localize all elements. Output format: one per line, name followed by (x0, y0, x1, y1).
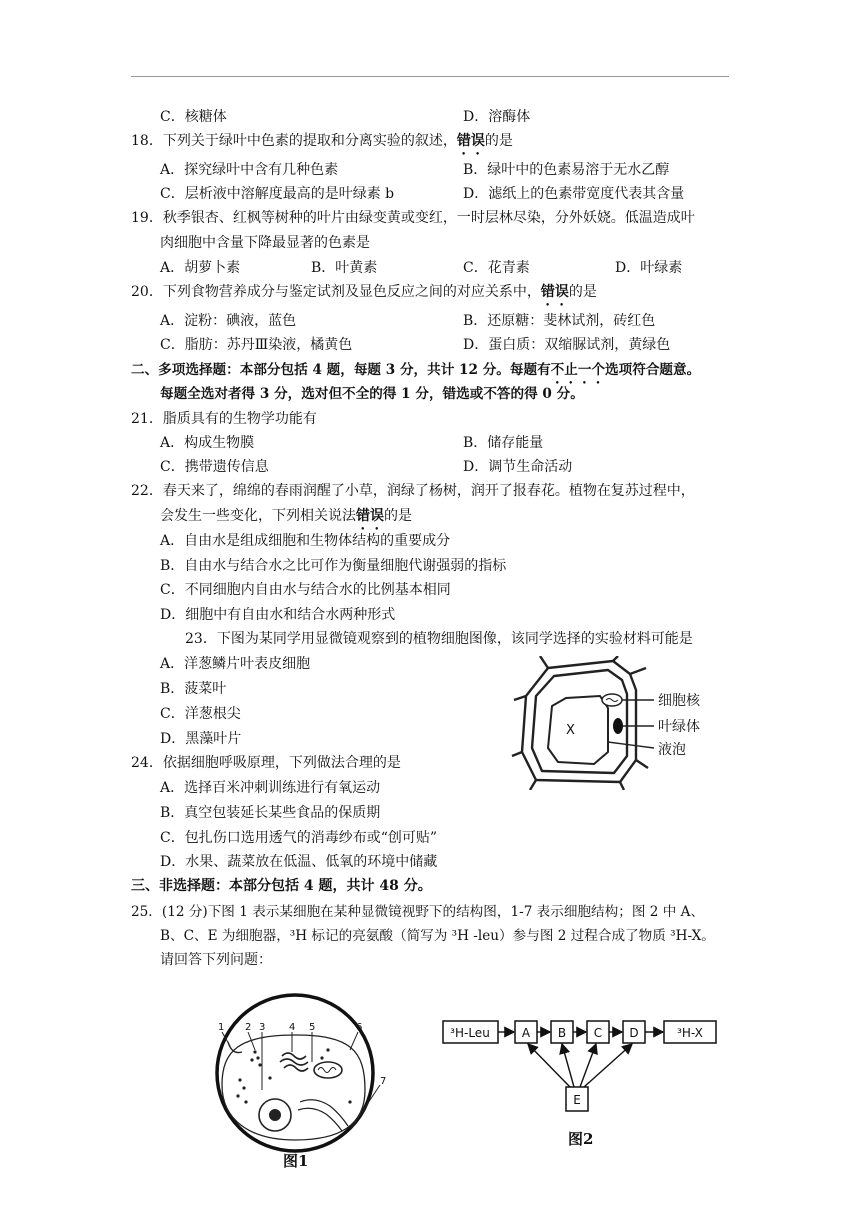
q21-option-b: B．储存能量 (463, 435, 544, 451)
q25-stem-line3: 请回答下列问题： (160, 952, 272, 968)
q24-option-c: C．包扎伤口选用透气的消毒纱布或“创可贴” (160, 830, 438, 846)
q20-option-a: A．淀粉：碘液，蓝色 (160, 313, 297, 329)
q18-option-c: C．层析液中溶解度最高的是叶绿素 b (160, 186, 395, 202)
q19-stem-line2: 肉细胞中含量下降最显著的色素是 (160, 235, 370, 251)
vacuole-label: 液泡 (658, 742, 686, 758)
fig1-label-4: 4 (289, 1022, 296, 1033)
chloroplast-label: 叶绿体 (658, 719, 700, 735)
vacuole-outline (548, 696, 608, 764)
q18-option-b: B．绿叶中的色素易溶于无水乙醇 (463, 162, 670, 178)
flow-node-a: A (521, 1026, 531, 1040)
figure1-caption: 图1 (283, 1152, 309, 1170)
q22-option-a: A．自由水是组成细胞和生物体结构的重要成分 (160, 533, 451, 549)
q18-option-a: A．探究绿叶中含有几种色素 (160, 162, 339, 178)
microscope-field (217, 995, 373, 1151)
flow-node-d: D (629, 1026, 639, 1040)
q21-option-d: D．调节生命活动 (463, 459, 573, 475)
q20-stem: 20．下列食物营养成分与鉴定试剂及显色反应之间的对应关系中，错误的是 (131, 284, 597, 300)
q24-option-a: A．选择百米冲刺训练进行有氧运动 (160, 780, 381, 796)
q24-option-d: D．水果、蔬菜放在低温、低氧的环境中储藏 (160, 854, 438, 870)
nucleus-label: 细胞核 (658, 693, 700, 709)
section3-heading: 三、非选择题：本部分包括 4 题，共计 48 分。 (131, 878, 432, 894)
q18-stem: 18．下列关于绿叶中色素的提取和分离实验的叙述，错误的是 (131, 133, 513, 149)
figure1-cell (200, 990, 390, 1175)
flow-node-e: E (573, 1093, 581, 1107)
plant-cell-figure (508, 656, 730, 790)
fig1-label-6: 6 (356, 1022, 363, 1033)
q20-option-c: C．脂肪：苏丹Ⅲ染液，橘黄色 (160, 337, 353, 353)
fig1-label-3: 3 (259, 1022, 266, 1033)
vacuole-x-label: X (566, 723, 575, 738)
chloroplast-shape (613, 718, 623, 734)
q23-option-b: B．菠菜叶 (160, 681, 227, 697)
section2-heading: 二、多项选择题：本部分包括 4 题，每题 3 分，共计 12 分。每题有不止一个选项符合题意。 (131, 362, 701, 378)
q19-option-b: B．叶黄素 (311, 260, 378, 276)
q21-option-c: C．携带遗传信息 (160, 459, 269, 475)
q20-emphasis: 错误 (540, 284, 569, 300)
fig1-label-1: 1 (218, 1022, 225, 1033)
section2-emphasis: 不止一个 (550, 362, 606, 378)
fig1-label-7: 7 (380, 1076, 387, 1087)
fig1-label-2: 2 (245, 1022, 252, 1033)
q19-stem-line1: 19．秋季银杏、红枫等树种的叶片由绿变黄或变红，一时层林尽染，分外妖娆。低温造成叶 (131, 210, 695, 226)
q23-option-c: C．洋葱根尖 (160, 706, 241, 722)
q19-option-a: A．胡萝卜素 (160, 260, 241, 276)
header-rule (131, 76, 729, 77)
q22-emphasis: 错误 (356, 508, 384, 524)
cell-wall-inner (532, 670, 627, 773)
q22-option-b: B．自由水与结合水之比可作为衡量细胞代谢强弱的指标 (160, 558, 507, 574)
figure2-caption: 图2 (568, 1130, 594, 1148)
q19-option-c: C．花青素 (463, 260, 530, 276)
q24-stem: 24．依据细胞呼吸原理，下列做法合理的是 (131, 755, 401, 771)
q17-option-d: D．溶酶体 (463, 109, 531, 125)
q20-option-b: B．还原糖：斐林试剂，砖红色 (463, 313, 656, 329)
q24-option-b: B．真空包装延长某些食品的保质期 (160, 805, 381, 821)
figure2-flow (438, 1015, 720, 1115)
q23-stem: 23．下图为某同学用显微镜观察到的植物细胞图像，该同学选择的实验材料可能是 (185, 631, 693, 647)
q17-option-c: C．核糖体 (160, 109, 227, 125)
section2-scoring: 每题全选对者得 3 分，选对但不全的得 1 分，错选或不答的得 0 分。 (160, 386, 584, 402)
fig1-label-5: 5 (309, 1022, 316, 1033)
q19-option-d: D．叶绿素 (615, 260, 683, 276)
q25-stem-line1: 25．(12 分)下图 1 表示某细胞在某种显微镜视野下的结构图，1-7 表示细胞结构；图 2 中 A、 (131, 904, 705, 920)
flow-end-label: ³H-X (677, 1026, 703, 1040)
flow-node-b: B (557, 1026, 567, 1040)
q23-option-a: A．洋葱鳞片叶表皮细胞 (160, 656, 311, 672)
q22-stem-line2: 会发生一些变化，下列相关说法错误的是 (160, 508, 412, 524)
q25-stem-line2: B、C、E 为细胞器，³H 标记的亮氨酸（简写为 ³H -leu）参与图 2 过程合成了物质 ³H-X。 (160, 928, 715, 944)
q23-option-d: D．黑藻叶片 (160, 731, 242, 747)
flow-start-label: ³H-Leu (450, 1026, 490, 1040)
q21-option-a: A．构成生物膜 (160, 435, 255, 451)
q22-option-c: C．不同细胞内自由水与结合水的比例基本相同 (160, 582, 451, 598)
q20-option-d: D．蛋白质：双缩脲试剂，黄绿色 (463, 337, 671, 353)
q18-emphasis: 错误 (456, 133, 485, 149)
q18-option-d: D．滤纸上的色素带宽度代表其含量 (463, 186, 685, 202)
flow-node-c: C (593, 1026, 603, 1040)
q21-stem: 21．脂质具有的生物学功能有 (131, 411, 317, 427)
q22-stem-line1: 22．春天来了，绵绵的春雨润醒了小草，润绿了杨树，润开了报春花。植物在复苏过程中， (131, 483, 695, 499)
q22-option-d: D．细胞中有自由水和结合水两种形式 (160, 607, 396, 623)
